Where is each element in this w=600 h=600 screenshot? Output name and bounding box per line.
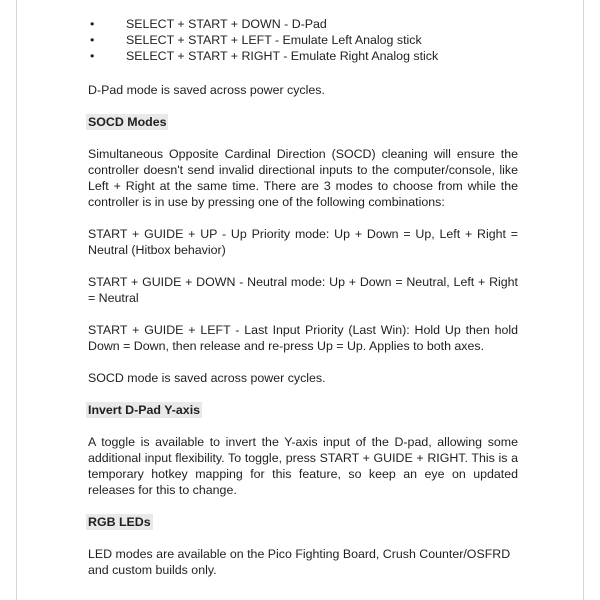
list-item-text: SELECT + START + RIGHT - Emulate Right Analog stick xyxy=(126,49,439,63)
page-left-edge xyxy=(16,0,17,600)
invert-dpad-body: A toggle is available to invert the Y-axis input of the D-pad, allowing some additional input flexibility. To toggle, press START + GUIDE + RIGHT. This is a temporary hotkey mapping for this feature, so keep an eye on updated releases for this to change. xyxy=(88,435,518,497)
page-right-edge xyxy=(583,0,584,600)
bullet-icon: • xyxy=(90,49,95,63)
list-item xyxy=(88,48,518,64)
dpad-saved-note: D-Pad mode is saved across power cycles. xyxy=(88,83,325,97)
bullet-icon: • xyxy=(90,17,95,31)
document-content xyxy=(88,16,518,578)
bullet-icon: • xyxy=(90,33,95,47)
invert-dpad-heading: Invert D-Pad Y-axis xyxy=(88,403,201,417)
list-item xyxy=(88,32,518,48)
socd-mode-up: START + GUIDE + UP - Up Priority mode: Up + Down = Up, Left + Right = Neutral (Hitbox behavior) xyxy=(88,227,518,257)
list-item-text: SELECT + START + DOWN - D-Pad xyxy=(126,17,327,31)
rgb-leds-heading: RGB LEDs xyxy=(88,515,151,529)
rgb-leds-body: LED modes are available on the Pico Fighting Board, Crush Counter/OSFRD and custom builds only. xyxy=(88,547,511,577)
list-item xyxy=(88,16,518,32)
socd-heading: SOCD Modes xyxy=(88,115,167,129)
socd-mode-left: START + GUIDE + LEFT - Last Input Priority (Last Win): Hold Up then hold Down = Down, then release and re-press Up = Up. Applies to both axes. xyxy=(88,323,518,353)
socd-mode-down: START + GUIDE + DOWN - Neutral mode: Up + Down = Neutral, Left + Right = Neutral xyxy=(88,275,518,305)
dpad-mode-list xyxy=(88,16,518,64)
socd-saved-note: SOCD mode is saved across power cycles. xyxy=(88,371,326,385)
socd-intro: Simultaneous Opposite Cardinal Direction (SOCD) cleaning will ensure the controller doesn't send invalid directional inputs to the computer/console, like Left + Right at the same time. There are 3 modes to choose from while the controller is in use by pressing one of the following combinations: xyxy=(88,147,518,209)
list-item-text: SELECT + START + LEFT - Emulate Left Analog stick xyxy=(126,33,422,47)
